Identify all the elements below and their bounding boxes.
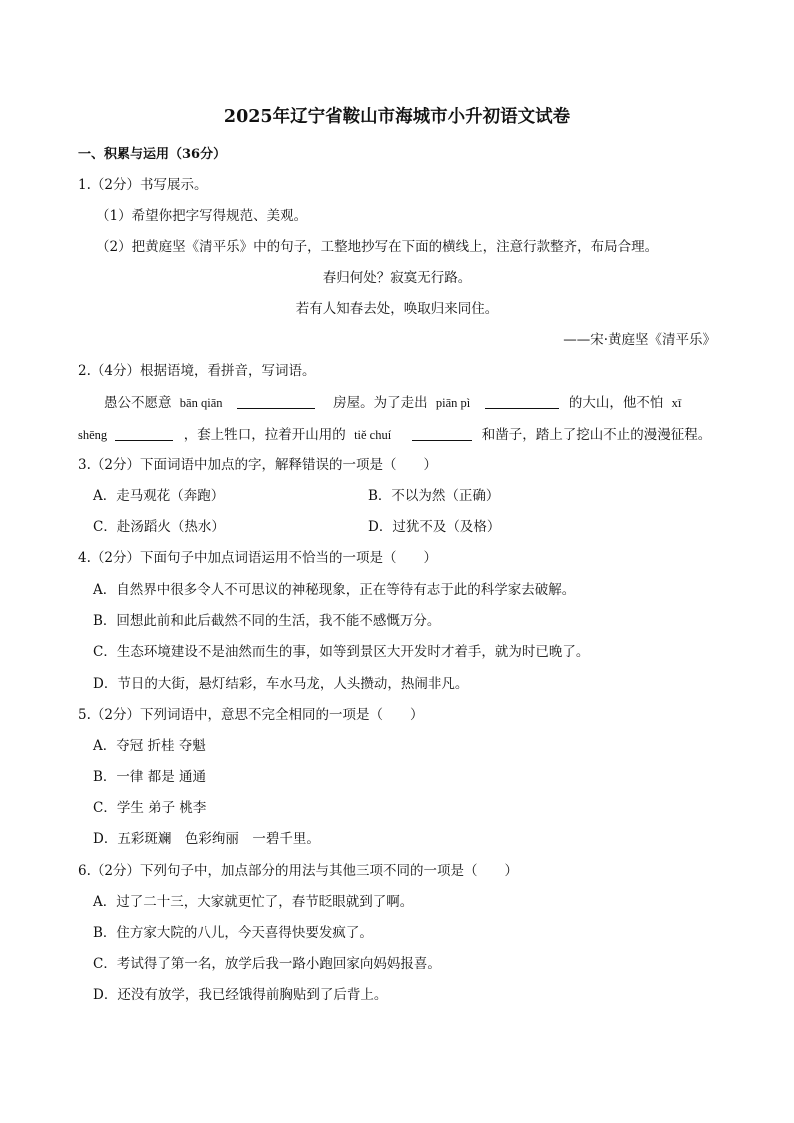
pinyin-xi: xī: [671, 396, 682, 410]
pinyin-sheng: shēng: [78, 428, 108, 442]
question-6-option-c: C．考试得了第一名，放学后我一路小跑回家向妈妈报喜。: [93, 956, 441, 972]
question-5-stem: 5.（2分）下列词语中，意思不完全相同的一项是（ ）: [78, 707, 424, 723]
page-title: 2025年辽宁省鞍山市海城市小升初语文试卷: [223, 107, 571, 127]
question-5-option-c: C．学生 弟子 桃李: [93, 800, 207, 816]
q2-text-1: 愚公不愿意: [104, 395, 172, 411]
question-2-stem: 2.（4分）根据语境，看拼音，写词语。: [78, 363, 316, 379]
q2-text-4: ，套上牲口，拉着开山用的: [183, 427, 346, 443]
question-4-stem: 4.（2分）下面句子中加点词语运用不恰当的一项是（ ）: [78, 550, 437, 566]
question-3-option-c: C．赴汤蹈火（热水）: [93, 519, 225, 535]
question-3-stem: 3.（2分）下面词语中加点的字，解释错误的一项是（ ）: [78, 457, 437, 473]
question-5-option-b: B．一律 都是 通通: [93, 769, 207, 785]
question-2-line-2: [78, 426, 711, 444]
answer-blank-1[interactable]: [237, 394, 315, 409]
question-6-option-a: A．过了二十三，大家就更忙了，春节眨眼就到了啊。: [93, 894, 414, 910]
question-1-sub2: （2）把黄庭坚《清平乐》中的句子，工整地抄写在下面的横线上，注意行款整齐，布局合理。: [96, 239, 659, 255]
q2-text-5: 和凿子，踏上了挖山不止的漫漫征程。: [481, 427, 712, 443]
question-6-option-d: D．还没有放学，我已经饿得前胸贴到了后背上。: [93, 987, 388, 1003]
question-4-option-d: D．节日的大街，悬灯结彩，车水马龙，人头攒动，热闹非凡。: [93, 676, 469, 692]
q2-text-2: 房屋。为了走出: [333, 395, 428, 411]
poem-attribution: ——宋·黄庭坚《清平乐》: [563, 332, 716, 348]
question-6-stem: 6.（2分）下列句子中，加点部分的用法与其他三项不同的一项是（ ）: [78, 863, 518, 879]
question-5-option-a: A．夺冠 折桂 夺魁: [93, 738, 206, 754]
pinyin-pianpi: piān pì: [435, 396, 471, 410]
q2-text-3: 的大山，他不怕: [568, 395, 664, 411]
pinyin-banqian: bān qiān: [179, 396, 223, 410]
answer-blank-4[interactable]: [412, 426, 472, 441]
answer-blank-2[interactable]: [485, 394, 559, 409]
pinyin-tiechui: tiě chuí: [354, 428, 392, 442]
question-4-option-c: C．生态环境建设不是油然而生的事，如等到景区大开发时才着手，就为时已晚了。: [93, 644, 590, 660]
poem-line-2: 若有人知春去处，唤取归来同住。: [295, 301, 499, 317]
question-6-option-b: B．住方家大院的八儿，今天喜得快要发疯了。: [93, 925, 373, 941]
question-3-option-d: D．过犹不及（及格）: [368, 519, 501, 535]
poem-line-1: 春归何处？寂寞无行路。: [322, 270, 472, 286]
question-3-option-a: A．走马观花（奔跑）: [93, 488, 225, 504]
question-1-stem: 1.（2分）书写展示。: [78, 177, 208, 193]
answer-blank-3[interactable]: [115, 426, 173, 441]
question-5-option-d: D．五彩斑斓 色彩绚丽 一碧千里。: [93, 831, 320, 847]
question-2-line-1: [104, 394, 685, 412]
question-4-option-b: B．回想此前和此后截然不同的生活，我不能不感慨万分。: [93, 613, 441, 629]
question-4-option-a: A．自然界中很多令人不可思议的神秘现象，正在等待有志于此的科学家去破解。: [93, 582, 576, 598]
question-1-sub1: （1）希望你把字写得规范、美观。: [96, 208, 308, 224]
question-3-option-b: B．不以为然（正确）: [368, 488, 500, 504]
section-heading: 一、积累与运用（36分）: [78, 147, 227, 162]
